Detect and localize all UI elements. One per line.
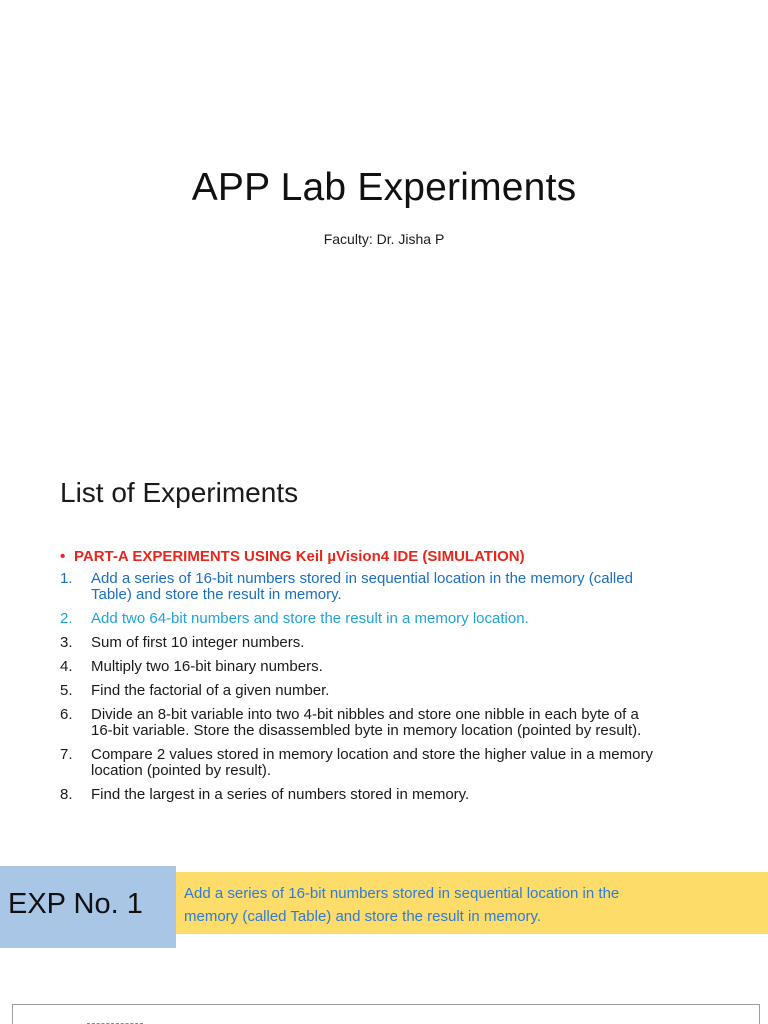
item-text-line2: Table) and store the result in memory. xyxy=(91,586,342,603)
faculty-line: Faculty: Dr. Jisha P xyxy=(323,231,445,247)
item-number: 7. xyxy=(60,746,73,763)
exp-desc-line2: memory (called Table) and store the result in memory. xyxy=(184,908,542,925)
item-text-line1: Add two 64-bit numbers and store the result in a memory location. xyxy=(91,610,529,627)
item-number: 2. xyxy=(60,610,73,627)
item-text-line1: Find the largest in a series of numbers stored in memory. xyxy=(91,786,470,803)
exp-label: EXP No. 1 xyxy=(8,888,143,920)
item-number: 6. xyxy=(60,706,73,723)
exp-label-box xyxy=(0,866,176,948)
list-item xyxy=(60,707,760,739)
list-slide xyxy=(0,440,768,860)
exp-banner xyxy=(0,866,768,948)
item-number: 8. xyxy=(60,786,73,803)
experiment-list xyxy=(60,571,760,811)
list-item xyxy=(60,611,760,627)
exp-desc-line1: Add a series of 16-bit numbers stored in sequential location in the xyxy=(184,885,620,902)
part-a-heading xyxy=(60,548,525,565)
item-text-line1: Sum of first 10 integer numbers. xyxy=(91,634,305,651)
list-heading: List of Experiments xyxy=(60,477,299,508)
list-item xyxy=(60,635,760,651)
list-item xyxy=(60,747,760,779)
item-text-line1: Compare 2 values stored in memory location and store the higher value in a memory xyxy=(91,746,653,763)
list-item xyxy=(60,571,760,603)
item-number: 3. xyxy=(60,634,73,651)
page-title: APP Lab Experiments xyxy=(191,166,577,209)
item-text-line2: location (pointed by result). xyxy=(91,762,272,779)
list-item xyxy=(60,659,760,675)
item-number: 4. xyxy=(60,658,73,675)
item-text-line1: Divide an 8-bit variable into two 4-bit nibbles and store one nibble in each byte of a xyxy=(91,706,639,723)
part-a-text: PART-A EXPERIMENTS USING Keil µVision4 IDE (SIMULATION) xyxy=(74,548,525,565)
list-item xyxy=(60,683,760,699)
item-text-line1: Multiply two 16-bit binary numbers. xyxy=(91,658,323,675)
item-text-line1: Find the factorial of a given number. xyxy=(91,682,330,699)
item-number: 5. xyxy=(60,682,73,699)
next-slide-frame xyxy=(12,1004,760,1024)
title-slide xyxy=(0,0,768,440)
list-item xyxy=(60,787,760,803)
item-text-line1: Add a series of 16-bit numbers stored in sequential location in the memory (called xyxy=(91,570,633,587)
exp-description-box xyxy=(176,872,768,934)
bullet-icon: • xyxy=(60,548,66,565)
exp-description xyxy=(184,882,744,928)
item-number: 1. xyxy=(60,570,73,587)
item-text-line2: 16-bit variable. Store the disassembled byte in memory location (pointed by result). xyxy=(91,722,642,739)
